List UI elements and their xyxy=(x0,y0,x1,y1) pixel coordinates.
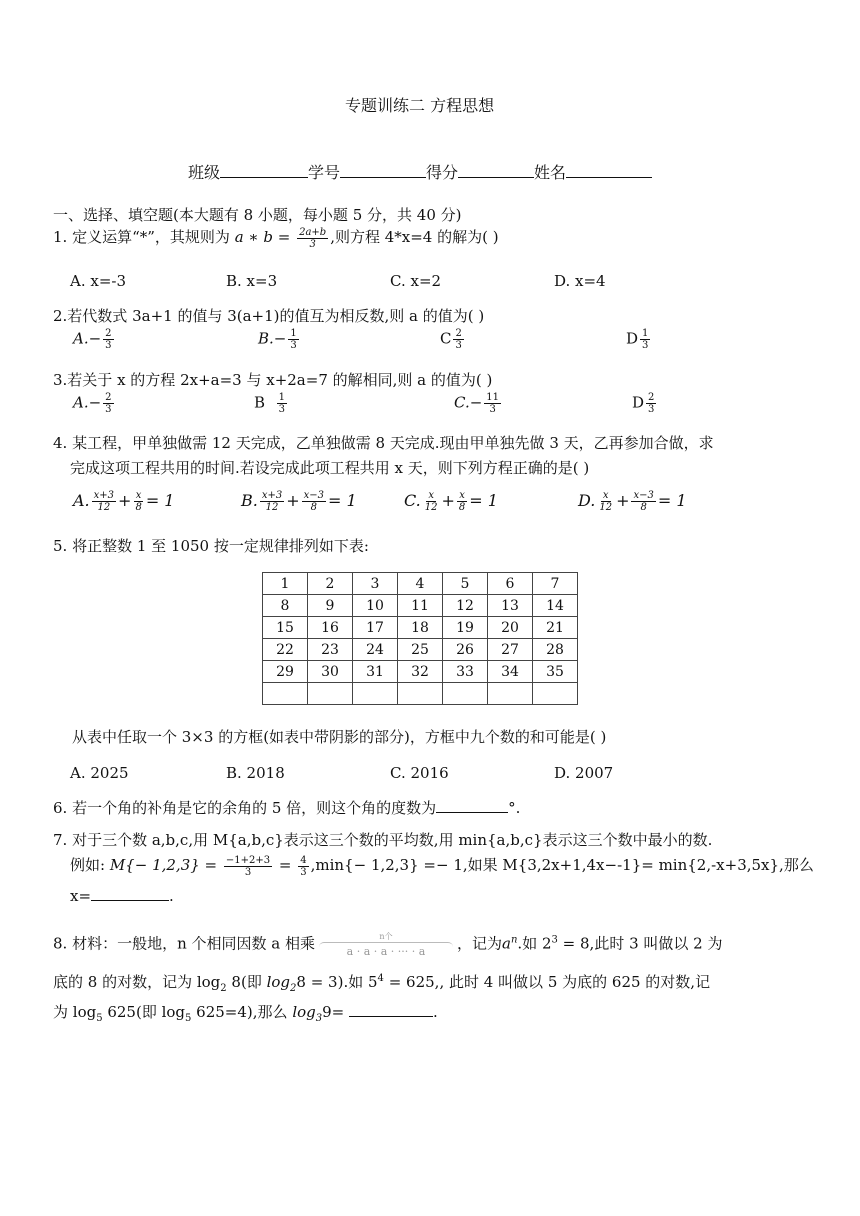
table-cell xyxy=(308,683,353,705)
q4-d-f1d: 12 xyxy=(599,502,613,513)
section-heading: 一、选择、填空题(本大题有 8 小题，每小题 5 分，共 40 分) xyxy=(53,206,462,224)
q2-a-den: 3 xyxy=(105,340,112,351)
table-cell: 17 xyxy=(353,617,398,639)
q4-option-d[interactable] xyxy=(578,490,687,513)
q7-frac1 xyxy=(224,855,272,878)
table-cell: 29 xyxy=(263,661,308,683)
q4-c-op: + xyxy=(441,491,455,510)
q2-c-den: 3 xyxy=(455,340,462,351)
table-cell: 20 xyxy=(488,617,533,639)
q2-d-num: 1 xyxy=(642,328,649,339)
q4-d-rhs: = 1 xyxy=(657,491,687,510)
table-cell: 1 xyxy=(263,573,308,595)
name-blank[interactable] xyxy=(566,163,652,178)
q8-product-brace xyxy=(319,932,453,957)
q8-l2-a: 底的 8 的对数，记为 log xyxy=(53,973,221,991)
q4-d-f2n: x−3 xyxy=(633,490,654,501)
table-cell: 32 xyxy=(398,661,443,683)
page-title: 专题训练二 方程思想 xyxy=(345,96,495,115)
q3-c-frac xyxy=(484,392,501,415)
q4-c-rhs: = 1 xyxy=(469,491,498,510)
table-cell: 34 xyxy=(488,661,533,683)
q1-option-a[interactable]: A. x=-3 xyxy=(70,272,127,290)
q8-ex1-rest: = 8 xyxy=(557,934,590,953)
table-cell: 33 xyxy=(443,661,488,683)
q2-a-num: 2 xyxy=(105,328,112,339)
number-blank[interactable] xyxy=(340,163,426,178)
number-table xyxy=(262,572,578,705)
q4-a-op: + xyxy=(118,491,132,510)
q6-answer-blank[interactable] xyxy=(436,798,508,813)
q4-a-frac2 xyxy=(133,490,143,513)
q4-b-frac1 xyxy=(260,490,284,513)
q8-text-d: ,此时 3 叫做以 2 为 xyxy=(589,934,723,953)
table-cell: 2 xyxy=(308,573,353,595)
q4-d-frac1 xyxy=(597,490,614,513)
q4-d-frac2 xyxy=(631,490,655,513)
q4-c-f1d: 12 xyxy=(424,502,438,513)
q4-d-label: D. xyxy=(578,491,596,510)
q4-d-f2d: 8 xyxy=(640,502,647,513)
q4-a-frac1 xyxy=(92,490,116,513)
table-cell xyxy=(398,683,443,705)
q1-formula: a ∗ b = xyxy=(234,228,296,246)
q2-b-label: B.− xyxy=(258,329,287,348)
q8-an: a xyxy=(502,934,511,953)
q7-ex-m: M{− 1,2,3} = xyxy=(109,856,222,874)
q4-option-b[interactable] xyxy=(241,490,357,513)
question-7-line2 xyxy=(70,854,814,878)
q8-ex2: 5 xyxy=(368,973,378,991)
table-cell: 14 xyxy=(533,595,578,617)
q3-d-label: D xyxy=(632,393,645,412)
table-row xyxy=(263,573,578,595)
q3-a-label: A.− xyxy=(73,393,102,412)
q8-brace-top: n个 xyxy=(379,932,393,941)
q2-d-label: D xyxy=(626,329,639,348)
name-label: 姓名 xyxy=(534,163,567,182)
q4-c-f1n: x xyxy=(428,490,434,501)
class-label: 班级 xyxy=(188,163,221,182)
q7-frac1-num: −1+2+3 xyxy=(225,854,271,866)
table-cell: 22 xyxy=(263,639,308,661)
q1-text-a: 1. 定义运算“*”，其规则为 xyxy=(53,228,235,246)
table-cell: 28 xyxy=(533,639,578,661)
q8-ex1-sup: 3 xyxy=(551,934,558,946)
number-label: 学号 xyxy=(308,163,341,182)
table-cell xyxy=(263,683,308,705)
q8-l3-a: 为 log xyxy=(53,1003,97,1021)
q7-end: . xyxy=(169,887,174,905)
q4-b-frac2 xyxy=(302,490,326,513)
q4-c-frac1 xyxy=(423,490,440,513)
q2-c-num: 2 xyxy=(455,328,462,339)
q7-ex-min: ,min{− 1,2,3} =− 1 xyxy=(310,856,463,874)
question-7-line3 xyxy=(70,886,174,905)
q4-option-c[interactable] xyxy=(404,490,498,513)
q7-frac2-den: 3 xyxy=(300,866,307,878)
q1-text-b: ,则方程 4*x=4 的解为( ) xyxy=(330,228,499,246)
q7-ex-b: ,如果 M{3,2x+1,4x−-1}= min{2,-x+3,5x},那么 xyxy=(462,856,814,874)
q2-a-label: A.− xyxy=(73,329,102,348)
q8-l2-c: 8 = 3 xyxy=(296,973,338,991)
q6-text-a: 6. 若一个角的补角是它的余角的 5 倍，则这个角的度数为 xyxy=(53,799,437,817)
q8-l2-sub: 2 xyxy=(220,983,227,994)
table-cell: 9 xyxy=(308,595,353,617)
q2-b-den: 3 xyxy=(290,340,297,351)
q1-fraction xyxy=(297,227,328,250)
q3-option-d[interactable] xyxy=(632,392,658,415)
q3-c-num: 11 xyxy=(486,392,500,403)
q2-d-den: 3 xyxy=(642,340,649,351)
q1-option-b[interactable]: B. x=3 xyxy=(226,272,278,290)
table-row xyxy=(263,661,578,683)
q8-l3-sub2: 5 xyxy=(185,1013,192,1024)
q2-c-label: C xyxy=(440,329,452,348)
q8-text-c: .如 xyxy=(517,934,542,953)
q4-option-a[interactable] xyxy=(73,490,174,513)
table-cell: 27 xyxy=(488,639,533,661)
q2-option-b[interactable] xyxy=(258,328,301,351)
q8-l2-log: log xyxy=(266,973,291,991)
table-cell: 8 xyxy=(263,595,308,617)
q8-l3-log: log xyxy=(292,1003,316,1021)
q4-a-f1n: x+3 xyxy=(93,490,115,501)
q4-b-f1d: 12 xyxy=(265,502,279,513)
question-1 xyxy=(53,226,499,250)
table-cell: 19 xyxy=(443,617,488,639)
table-cell xyxy=(353,683,398,705)
q4-a-label: A. xyxy=(73,491,90,510)
table-cell: 4 xyxy=(398,573,443,595)
table-cell: 11 xyxy=(398,595,443,617)
q4-a-f2n: x xyxy=(135,490,142,501)
student-info xyxy=(188,160,652,183)
q4-c-f2d: 8 xyxy=(458,502,466,513)
q8-text-a: 8. 材料：一般地，n 个相同因数 a 相乘 xyxy=(53,934,315,953)
q4-a-f2d: 8 xyxy=(135,502,142,513)
q4-b-label: B. xyxy=(241,491,258,510)
q8-l2-b: 8(即 xyxy=(226,973,267,991)
question-3: 3.若关于 x 的方程 2x+a=3 与 x+2a=7 的解相同,则 a 的值为( ) xyxy=(53,371,493,389)
table-cell: 12 xyxy=(443,595,488,617)
table-cell: 3 xyxy=(353,573,398,595)
question-4-line2: 完成这项工程共用的时间.若设完成此项工程共用 x 天，则下列方程正确的是( ) xyxy=(70,459,590,477)
table-cell: 24 xyxy=(353,639,398,661)
table-row xyxy=(263,639,578,661)
table-cell: 21 xyxy=(533,617,578,639)
q7-ex-a: 例如: xyxy=(70,856,110,874)
q5-option-d[interactable]: D. 2007 xyxy=(554,764,614,782)
q4-b-f2d: 8 xyxy=(310,502,318,513)
table-row xyxy=(263,617,578,639)
q7-frac1-den: 3 xyxy=(244,866,252,878)
q7-x-label: x= xyxy=(70,887,92,905)
q3-b-label: B xyxy=(254,393,266,412)
q3-option-a[interactable] xyxy=(73,392,116,415)
q4-b-op: + xyxy=(286,491,300,510)
table-cell: 6 xyxy=(488,573,533,595)
q8-text-b: ，记为 xyxy=(457,934,503,953)
q4-a-rhs: = 1 xyxy=(145,491,175,510)
q3-d-den: 3 xyxy=(648,404,655,415)
q7-ex-eq: = xyxy=(274,856,297,874)
q8-an-sup: n xyxy=(510,934,518,946)
q4-d-f1n: x xyxy=(602,490,609,501)
table-cell: 7 xyxy=(533,573,578,595)
q4-b-f1n: x+3 xyxy=(261,490,283,501)
q3-a-num: 2 xyxy=(105,392,112,403)
q3-b-frac xyxy=(277,392,287,415)
q7-answer-blank[interactable] xyxy=(91,886,169,901)
q2-b-frac xyxy=(288,328,298,351)
q8-l2-e: , 此时 4 叫做以 5 为底的 625 的对数,记 xyxy=(439,973,711,991)
question-8-line1 xyxy=(53,932,722,957)
q3-a-den: 3 xyxy=(105,404,112,415)
table-cell: 10 xyxy=(353,595,398,617)
table-cell: 16 xyxy=(308,617,353,639)
table-cell xyxy=(488,683,533,705)
table-cell: 30 xyxy=(308,661,353,683)
q2-b-num: 1 xyxy=(290,328,297,339)
q8-l3-logsub: 3 xyxy=(315,1013,323,1024)
question-2: 2.若代数式 3a+1 的值与 3(a+1)的值互为相反数,则 a 的值为( ) xyxy=(53,307,485,325)
question-7-line1: 7. 对于三个数 a,b,c,用 M{a,b,c}表示这三个数的平均数,用 min{a,b,c}表示这三个数中最小的数. xyxy=(53,831,713,849)
table-cell: 23 xyxy=(308,639,353,661)
q1-frac-den: 3 xyxy=(309,238,316,250)
q8-l3-d: 9= xyxy=(322,1003,350,1021)
q1-frac-num: 2a+b xyxy=(299,226,327,238)
q4-c-label: C. xyxy=(404,491,421,510)
q8-l3-end: . xyxy=(433,1003,438,1021)
q5-prompt: 从表中任取一个 3×3 的方框(如表中带阴影的部分)，方框中九个数的和可能是( ) xyxy=(72,728,607,746)
q2-d-frac xyxy=(640,328,650,351)
question-6 xyxy=(53,797,520,818)
q2-option-d[interactable] xyxy=(626,328,652,351)
score-label: 得分 xyxy=(426,163,459,182)
question-4-line1: 4. 某工程，甲单独做需 12 天完成，乙单独做需 8 天完成.现由甲单独先做 3 天，乙再参加合做，求 xyxy=(53,434,714,452)
q8-l2-d: ).如 xyxy=(337,973,368,991)
q4-a-f1d: 12 xyxy=(97,502,111,513)
table-cell: 31 xyxy=(353,661,398,683)
table-cell: 15 xyxy=(263,617,308,639)
q8-l3-b: 625(即 log xyxy=(102,1003,186,1021)
q2-option-c[interactable] xyxy=(440,328,466,351)
q5-option-a[interactable]: A. 2025 xyxy=(70,764,129,782)
q8-l2-logsub: 2 xyxy=(290,983,297,994)
q3-c-den: 3 xyxy=(489,404,496,415)
q3-b-num: 1 xyxy=(278,392,285,403)
q8-brace-body: a · a · a · ··· · a xyxy=(346,945,426,958)
question-5: 5. 将正整数 1 至 1050 按一定规律排列如下表: xyxy=(53,537,369,555)
q6-text-b: °. xyxy=(508,799,521,817)
q1-option-d[interactable]: D. x=4 xyxy=(554,272,606,290)
q2-a-frac xyxy=(103,328,113,351)
q4-c-frac2 xyxy=(457,490,467,513)
table-cell: 13 xyxy=(488,595,533,617)
question-8-line3 xyxy=(53,1001,438,1024)
question-8-line2 xyxy=(53,971,710,994)
q3-b-den: 3 xyxy=(278,404,285,415)
table-cell xyxy=(443,683,488,705)
q5-option-b[interactable]: B. 2018 xyxy=(226,764,285,782)
q8-ex2-rest: = 625, xyxy=(383,973,440,991)
q2-option-a[interactable] xyxy=(73,328,116,351)
q8-l3-sub1: 5 xyxy=(96,1013,103,1024)
q4-d-op: + xyxy=(616,491,630,510)
q8-answer-blank[interactable] xyxy=(349,1002,433,1017)
table-row xyxy=(263,595,578,617)
q3-d-frac xyxy=(646,392,656,415)
q7-frac2 xyxy=(298,855,308,878)
table-cell: 25 xyxy=(398,639,443,661)
q3-a-frac xyxy=(103,392,113,415)
table-cell: 5 xyxy=(443,573,488,595)
table-cell xyxy=(533,683,578,705)
table-cell: 26 xyxy=(443,639,488,661)
q3-c-label: C.− xyxy=(454,393,483,412)
class-blank[interactable] xyxy=(220,163,308,178)
table-cell: 18 xyxy=(398,617,443,639)
q2-c-frac xyxy=(453,328,463,351)
q4-b-f2n: x−3 xyxy=(303,490,325,501)
q1-option-c[interactable]: C. x=2 xyxy=(390,272,442,290)
q4-c-f2n: x xyxy=(459,490,465,501)
score-blank[interactable] xyxy=(458,163,534,178)
q8-ex1: 2 xyxy=(541,934,552,953)
q7-frac2-num: 4 xyxy=(300,854,307,866)
q8-ex2-sup: 4 xyxy=(377,973,384,984)
q8-l3-c: 625=4),那么 xyxy=(191,1003,293,1021)
q3-option-b[interactable] xyxy=(254,392,289,415)
table-row xyxy=(263,683,578,705)
q3-option-c[interactable] xyxy=(454,392,503,415)
q3-d-num: 2 xyxy=(648,392,655,403)
q5-option-c[interactable]: C. 2016 xyxy=(390,764,449,782)
q4-b-rhs: = 1 xyxy=(328,491,357,510)
table-cell: 35 xyxy=(533,661,578,683)
